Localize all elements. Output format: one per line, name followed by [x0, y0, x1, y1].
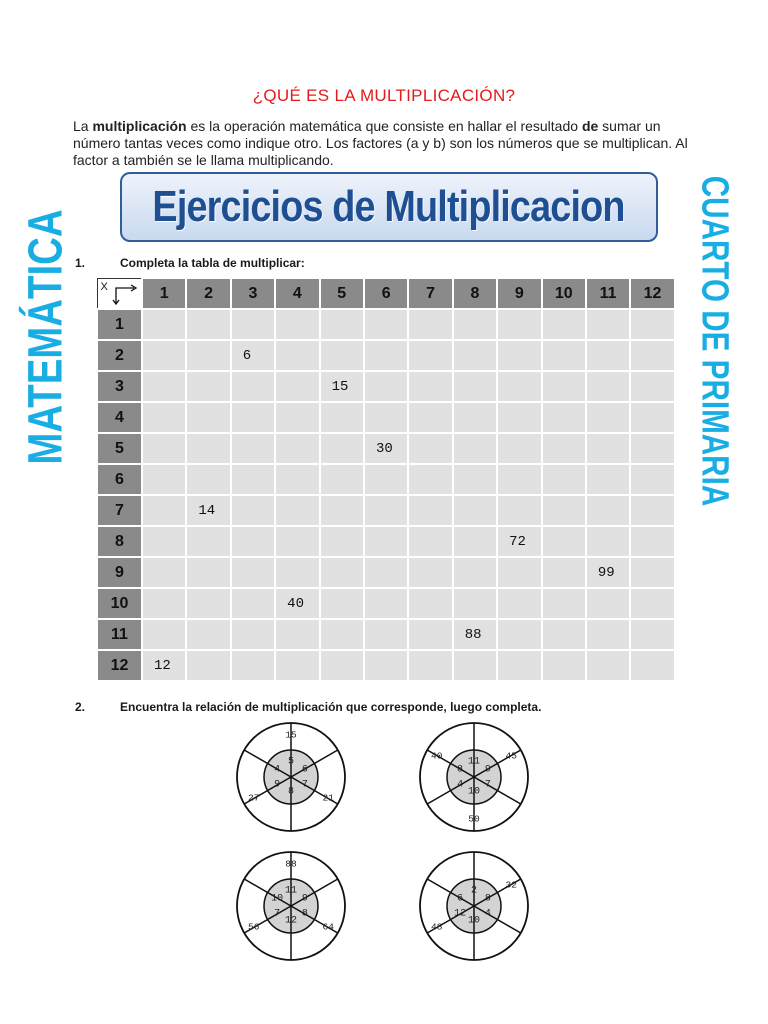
row-header: 11 — [97, 619, 142, 650]
answer-cell[interactable] — [542, 588, 586, 619]
answer-cell[interactable] — [275, 650, 319, 681]
answer-cell[interactable] — [231, 433, 275, 464]
column-header: 6 — [364, 278, 408, 309]
side-label-grade: CUARTO DE PRIMARIA — [693, 175, 736, 507]
row-header: 1 — [97, 309, 142, 340]
answer-cell[interactable] — [542, 557, 586, 588]
answer-cell[interactable] — [586, 433, 630, 464]
banner-title: Ejercicios de Multiplicacion — [152, 182, 626, 231]
wheel-inner-number: 11 — [467, 756, 481, 768]
answer-cell[interactable] — [275, 309, 319, 340]
answer-cell[interactable] — [586, 588, 630, 619]
answer-cell[interactable] — [453, 526, 497, 557]
column-header: 2 — [186, 278, 230, 309]
answer-cell[interactable] — [497, 340, 541, 371]
table-row — [97, 371, 675, 402]
answer-cell[interactable]: 30 — [364, 433, 408, 464]
answer-cell[interactable] — [364, 402, 408, 433]
answer-cell[interactable] — [231, 402, 275, 433]
answer-cell[interactable] — [186, 619, 230, 650]
answer-cell[interactable] — [320, 588, 364, 619]
answer-cell[interactable] — [497, 371, 541, 402]
answer-cell[interactable] — [586, 371, 630, 402]
wheel-inner-number: 10 — [271, 893, 284, 904]
answer-cell[interactable] — [453, 495, 497, 526]
multiplication-wheel — [236, 851, 346, 961]
answer-cell[interactable] — [630, 619, 674, 650]
answer-cell[interactable] — [408, 371, 452, 402]
answer-cell[interactable] — [630, 433, 674, 464]
answer-cell[interactable] — [275, 557, 319, 588]
column-header: 1 — [142, 278, 186, 309]
wheel-outer-number: 64 — [322, 921, 334, 933]
answer-cell[interactable] — [364, 650, 408, 681]
answer-cell[interactable] — [364, 588, 408, 619]
table-row — [97, 464, 675, 495]
answer-cell[interactable] — [186, 433, 230, 464]
row-header: 3 — [97, 371, 142, 402]
answer-cell[interactable] — [586, 619, 630, 650]
answer-cell[interactable] — [408, 495, 452, 526]
answer-cell[interactable] — [408, 588, 452, 619]
wheel-inner-number: 4 — [484, 908, 491, 919]
exercise-1-instruction: Completa la tabla de multiplicar: — [120, 256, 305, 270]
answer-cell[interactable] — [320, 433, 364, 464]
wheel-inner-number: 10 — [467, 915, 481, 927]
column-header: 11 — [586, 278, 630, 309]
wheel-inner-number: 12 — [454, 908, 467, 919]
wheel-outer-number: 15 — [285, 729, 297, 741]
row-header: 2 — [97, 340, 142, 371]
answer-cell[interactable] — [542, 433, 586, 464]
answer-cell[interactable] — [586, 402, 630, 433]
answer-cell[interactable] — [320, 526, 364, 557]
exercise-1-number: 1. — [75, 256, 86, 270]
answer-cell[interactable] — [275, 402, 319, 433]
exercise-2-instruction: Encuentra la relación de multiplicación que corresponde, luego completa. — [120, 700, 542, 714]
answer-cell[interactable] — [497, 619, 541, 650]
answer-cell[interactable]: 40 — [275, 588, 319, 619]
answer-cell[interactable] — [497, 588, 541, 619]
answer-cell[interactable] — [186, 464, 230, 495]
answer-cell[interactable]: 12 — [142, 650, 186, 681]
answer-cell[interactable] — [586, 650, 630, 681]
wheel-inner-number: 8 — [287, 786, 295, 798]
answer-cell[interactable]: 99 — [586, 557, 630, 588]
answer-cell[interactable] — [364, 526, 408, 557]
wheel-inner-number: 9 — [484, 764, 491, 775]
answer-cell[interactable] — [231, 371, 275, 402]
answer-cell[interactable] — [630, 588, 674, 619]
answer-cell[interactable] — [320, 650, 364, 681]
row-header: 9 — [97, 557, 142, 588]
answer-cell[interactable] — [542, 650, 586, 681]
row-header: 7 — [97, 495, 142, 526]
table-row — [97, 650, 675, 681]
answer-cell[interactable] — [408, 402, 452, 433]
column-header: 10 — [542, 278, 586, 309]
answer-cell[interactable] — [542, 309, 586, 340]
answer-cell[interactable] — [408, 340, 452, 371]
answer-cell[interactable] — [142, 619, 186, 650]
answer-cell[interactable] — [497, 557, 541, 588]
answer-cell[interactable]: 72 — [497, 526, 541, 557]
wheel-outer-number: 45 — [505, 750, 517, 762]
multiplication-wheel — [419, 851, 529, 961]
answer-cell[interactable] — [142, 340, 186, 371]
answer-cell[interactable] — [586, 340, 630, 371]
answer-cell[interactable] — [408, 650, 452, 681]
exercises-banner — [120, 172, 658, 242]
answer-cell[interactable] — [364, 309, 408, 340]
wheel-inner-number: 11 — [284, 885, 298, 897]
answer-cell[interactable] — [320, 340, 364, 371]
answer-cell[interactable] — [186, 650, 230, 681]
answer-cell[interactable] — [275, 371, 319, 402]
table-row — [97, 495, 675, 526]
answer-cell[interactable] — [630, 464, 674, 495]
table-row — [97, 340, 675, 371]
wheel-inner-number: 10 — [467, 786, 481, 798]
column-header: 12 — [630, 278, 674, 309]
answer-cell[interactable] — [497, 464, 541, 495]
answer-cell[interactable] — [630, 557, 674, 588]
answer-cell[interactable] — [630, 402, 674, 433]
table-row — [97, 309, 675, 340]
answer-cell[interactable] — [364, 371, 408, 402]
answer-cell[interactable] — [542, 619, 586, 650]
answer-cell[interactable] — [320, 402, 364, 433]
answer-cell[interactable] — [186, 371, 230, 402]
row-header: 4 — [97, 402, 142, 433]
wheel-outer-number: 48 — [431, 921, 443, 933]
wheel-inner-number: 7 — [484, 779, 491, 790]
answer-cell[interactable]: 88 — [453, 619, 497, 650]
answer-cell[interactable] — [231, 619, 275, 650]
answer-cell[interactable] — [231, 464, 275, 495]
answer-cell[interactable] — [320, 619, 364, 650]
answer-cell[interactable] — [586, 495, 630, 526]
answer-cell[interactable] — [542, 526, 586, 557]
answer-cell[interactable] — [142, 588, 186, 619]
row-header: 6 — [97, 464, 142, 495]
answer-cell[interactable] — [275, 433, 319, 464]
answer-cell[interactable] — [497, 650, 541, 681]
table-row — [97, 433, 675, 464]
answer-cell[interactable] — [320, 557, 364, 588]
wheel-inner-number: 6 — [457, 893, 464, 904]
wheel-inner-number: 4 — [274, 764, 281, 775]
answer-cell[interactable] — [408, 526, 452, 557]
answer-cell[interactable] — [142, 309, 186, 340]
row-header: 12 — [97, 650, 142, 681]
answer-cell[interactable] — [408, 557, 452, 588]
term-de: de — [581, 118, 599, 134]
answer-cell[interactable]: 15 — [320, 371, 364, 402]
wheel-inner-number: 4 — [457, 779, 464, 790]
wheel-inner-number: 6 — [301, 764, 308, 775]
answer-cell[interactable] — [186, 402, 230, 433]
wheel-inner-number: 7 — [301, 779, 308, 790]
answer-cell[interactable] — [408, 464, 452, 495]
answer-cell[interactable] — [142, 495, 186, 526]
answer-cell[interactable] — [142, 402, 186, 433]
multiplication-wheel — [236, 722, 346, 832]
answer-cell[interactable] — [586, 526, 630, 557]
answer-cell[interactable] — [408, 309, 452, 340]
column-header: 4 — [275, 278, 319, 309]
answer-cell[interactable] — [453, 433, 497, 464]
answer-cell[interactable] — [186, 309, 230, 340]
answer-cell[interactable] — [542, 402, 586, 433]
answer-cell[interactable] — [142, 433, 186, 464]
answer-cell[interactable] — [630, 650, 674, 681]
answer-cell[interactable] — [231, 557, 275, 588]
column-header: 7 — [408, 278, 452, 309]
answer-cell[interactable] — [630, 495, 674, 526]
answer-cell[interactable] — [320, 309, 364, 340]
answer-cell[interactable] — [320, 495, 364, 526]
answer-cell[interactable] — [364, 619, 408, 650]
answer-cell[interactable] — [630, 340, 674, 371]
column-header: 9 — [497, 278, 541, 309]
answer-cell[interactable] — [542, 371, 586, 402]
column-header: 5 — [320, 278, 364, 309]
answer-cell[interactable] — [364, 464, 408, 495]
wheel-inner-number: 9 — [301, 893, 308, 904]
answer-cell[interactable] — [320, 464, 364, 495]
answer-cell[interactable]: 14 — [186, 495, 230, 526]
answer-cell[interactable] — [453, 371, 497, 402]
answer-cell[interactable] — [497, 495, 541, 526]
wheel-outer-number: 88 — [285, 858, 297, 870]
answer-cell[interactable]: 6 — [231, 340, 275, 371]
answer-cell[interactable] — [231, 588, 275, 619]
wheel-inner-number: 8 — [484, 893, 491, 904]
answer-cell[interactable] — [186, 557, 230, 588]
answer-cell[interactable] — [497, 433, 541, 464]
wheel-inner-number: 2 — [470, 885, 478, 897]
corner-label: X — [100, 280, 108, 293]
wheel-outer-number: 27 — [248, 792, 260, 804]
wheel-outer-number: 32 — [505, 879, 517, 891]
table-corner — [97, 278, 142, 309]
wheel-inner-number: 12 — [284, 915, 298, 927]
wheel-inner-number: 7 — [274, 908, 281, 919]
wheel-inner-number: 5 — [287, 756, 295, 768]
multiplication-wheel — [419, 722, 529, 832]
term-multiplicacion: multiplicación — [92, 118, 187, 134]
multiplication-table — [96, 277, 676, 682]
answer-cell[interactable] — [231, 495, 275, 526]
answer-cell[interactable] — [497, 402, 541, 433]
answer-cell[interactable] — [186, 340, 230, 371]
row-header: 8 — [97, 526, 142, 557]
answer-cell[interactable] — [453, 557, 497, 588]
answer-cell[interactable] — [142, 371, 186, 402]
exercise-2-number: 2. — [75, 700, 86, 714]
row-header: 5 — [97, 433, 142, 464]
table-row — [97, 557, 675, 588]
answer-cell[interactable] — [231, 309, 275, 340]
answer-cell[interactable] — [186, 526, 230, 557]
answer-cell[interactable] — [586, 309, 630, 340]
wheel-inner-number: 8 — [457, 764, 464, 775]
answer-cell[interactable] — [364, 495, 408, 526]
table-header-row — [97, 278, 675, 309]
table-row — [97, 402, 675, 433]
intro-paragraph: La multiplicación es la operación matemática que consiste en hallar el resultado de sumar un número tantas veces como indique otro. Los factores (a y b) son los números que se multiplican. Al factor a también se le llama multiplicando. — [73, 118, 688, 168]
column-header: 3 — [231, 278, 275, 309]
answer-cell[interactable] — [542, 340, 586, 371]
answer-cell[interactable] — [275, 495, 319, 526]
table-row — [97, 588, 675, 619]
answer-cell[interactable] — [142, 464, 186, 495]
answer-cell[interactable] — [453, 650, 497, 681]
answer-cell[interactable] — [630, 309, 674, 340]
answer-cell[interactable] — [542, 495, 586, 526]
answer-cell[interactable] — [453, 340, 497, 371]
wheel-inner-number: 9 — [274, 779, 281, 790]
answer-cell[interactable] — [453, 588, 497, 619]
answer-cell[interactable] — [142, 557, 186, 588]
answer-cell[interactable] — [453, 309, 497, 340]
answer-cell[interactable] — [364, 557, 408, 588]
answer-cell[interactable] — [453, 464, 497, 495]
answer-cell[interactable] — [408, 619, 452, 650]
answer-cell[interactable] — [142, 526, 186, 557]
answer-cell[interactable] — [364, 340, 408, 371]
answer-cell[interactable] — [586, 464, 630, 495]
arrow-right-down-icon — [112, 282, 140, 306]
table-row — [97, 619, 675, 650]
wheel-outer-number: 40 — [431, 750, 443, 762]
wheel-outer-number: 21 — [322, 792, 334, 804]
page-title: ¿QUÉ ES LA MULTIPLICACIÓN? — [252, 86, 516, 105]
side-label-matematica: MATEMÁTICA — [19, 209, 73, 465]
answer-cell[interactable] — [275, 464, 319, 495]
answer-cell[interactable] — [630, 526, 674, 557]
wheel-graphic — [419, 851, 529, 961]
wheel-inner-number: 8 — [301, 908, 308, 919]
answer-cell[interactable] — [275, 340, 319, 371]
table-row — [97, 526, 675, 557]
answer-cell[interactable] — [497, 309, 541, 340]
column-header: 8 — [453, 278, 497, 309]
answer-cell[interactable] — [231, 526, 275, 557]
answer-cell[interactable] — [542, 464, 586, 495]
answer-cell[interactable] — [630, 371, 674, 402]
row-header: 10 — [97, 588, 142, 619]
answer-cell[interactable] — [231, 650, 275, 681]
answer-cell[interactable] — [275, 619, 319, 650]
answer-cell[interactable] — [453, 402, 497, 433]
answer-cell[interactable] — [275, 526, 319, 557]
wheel-outer-number: 56 — [248, 921, 260, 933]
wheel-outer-number: 50 — [468, 813, 480, 825]
answer-cell[interactable] — [408, 433, 452, 464]
answer-cell[interactable] — [186, 588, 230, 619]
